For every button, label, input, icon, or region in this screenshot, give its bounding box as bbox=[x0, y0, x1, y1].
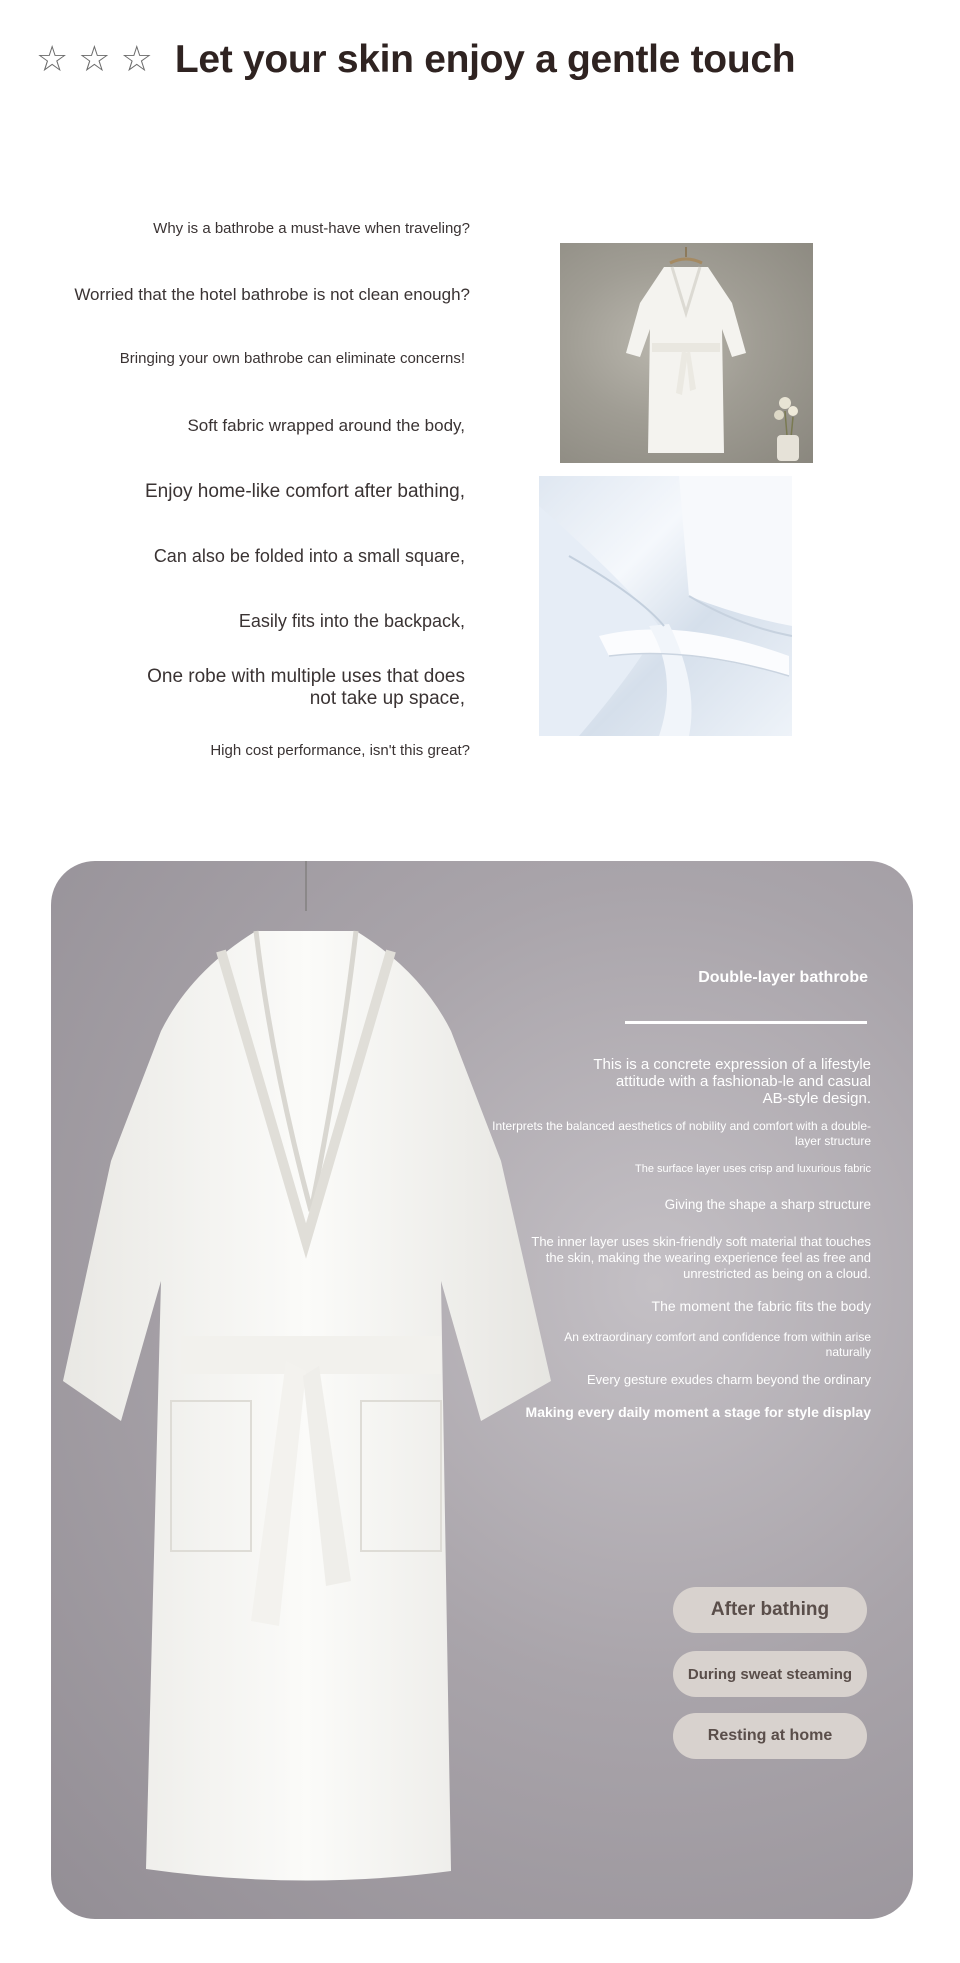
feature-line: Making every daily moment a stage for style display bbox=[525, 1404, 871, 1420]
feature-title: Double-layer bathrobe bbox=[698, 969, 868, 986]
feature-line: The moment the fabric fits the body bbox=[651, 1298, 871, 1314]
intro-line: Why is a bathrobe a must-have when traveling? bbox=[153, 220, 470, 237]
use-tag-resting-at-home: Resting at home bbox=[673, 1713, 867, 1759]
feature-line: Giving the shape a sharp structure bbox=[664, 1197, 871, 1212]
intro-line: Worried that the hotel bathrobe is not clean enough? bbox=[74, 285, 470, 304]
feature-line: Interprets the balanced aesthetics of nobility and comfort with a double-layer structure bbox=[492, 1119, 871, 1148]
intro-line: Bringing your own bathrobe can eliminate concerns! bbox=[119, 350, 465, 367]
feature-card bbox=[51, 861, 913, 1919]
intro-line: High cost performance, isn't this great? bbox=[210, 742, 470, 759]
feature-line: An extraordinary comfort and confidence from within arise naturally bbox=[564, 1330, 871, 1359]
intro-line: Enjoy home-like comfort after bathing, bbox=[145, 481, 465, 502]
star-rating bbox=[36, 39, 153, 80]
intro-line: One robe with multiple uses that does not take up space, bbox=[147, 666, 465, 709]
fabric-closeup-photo bbox=[539, 476, 792, 736]
bathrobe-photo bbox=[51, 861, 611, 1919]
bathrobe-hanging-photo bbox=[560, 243, 813, 463]
feature-line: The surface layer uses crisp and luxurious fabric bbox=[635, 1163, 871, 1175]
header bbox=[36, 30, 795, 90]
intro-line: Easily fits into the backpack, bbox=[238, 611, 465, 631]
intro-line: Soft fabric wrapped around the body, bbox=[187, 416, 465, 435]
intro-line: Can also be folded into a small square, bbox=[153, 546, 465, 566]
use-tag-after-bathing: After bathing bbox=[673, 1587, 867, 1633]
star-icon: ☆ bbox=[120, 39, 153, 80]
feature-line: Every gesture exudes charm beyond the ordinary bbox=[587, 1372, 871, 1387]
star-icon: ☆ bbox=[78, 39, 111, 80]
page-title: Let your skin enjoy a gentle touch bbox=[174, 38, 796, 81]
use-tag-sweat-steaming: During sweat steaming bbox=[673, 1651, 867, 1697]
star-icon: ☆ bbox=[36, 39, 69, 80]
title-divider bbox=[625, 1021, 867, 1024]
feature-line: The inner layer uses skin-friendly soft material that touches the skin, making the wearing experience feel as free and unrestricted as being on a cloud. bbox=[531, 1234, 871, 1281]
feature-line: This is a concrete expression of a lifestyle attitude with a fashionab-le and casual AB-style design. bbox=[593, 1056, 871, 1107]
